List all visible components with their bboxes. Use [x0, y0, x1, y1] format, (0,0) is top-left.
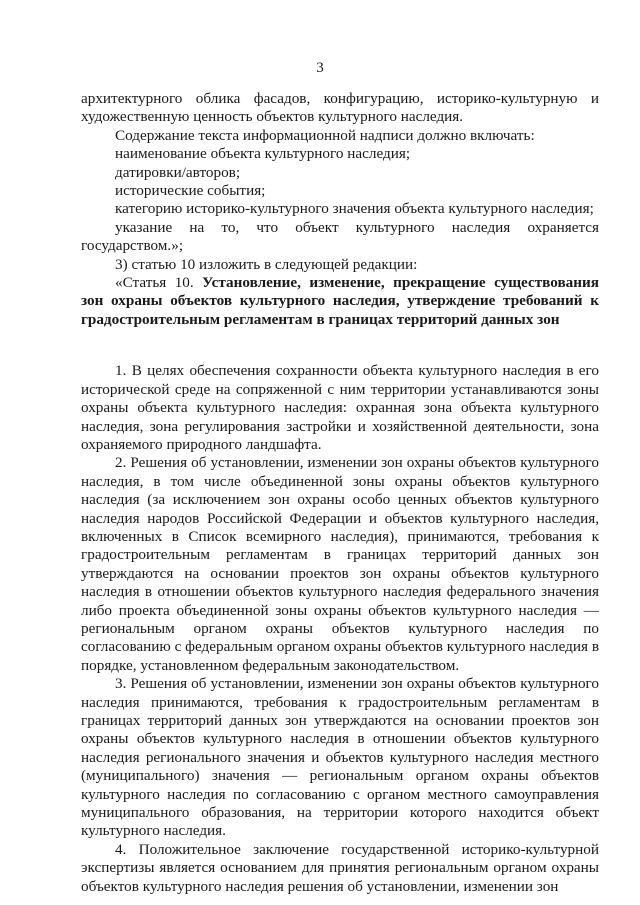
intro-paragraph: архитектурного облика фасадов, конфигурацию, историко-культурную и художественную ценность объектов культурного наследия. — [81, 90, 599, 126]
spacer — [81, 329, 599, 362]
list-item: наименование объекта культурного наследия; — [115, 145, 411, 163]
list-item: исторические события; — [115, 182, 266, 200]
paragraph-1: 1. В целях обеспечения сохранности объекта культурного наследия в его исторической среде на сопряженной с ним территории устанавливаются зоны охраны объекта культурного наследия: охранная зона объекта культурного наследия, зона регулирования застройки и хозяйственной деятельности, зона охраняемого природного ландшафта. — [81, 362, 599, 453]
article-prefix: «Статья 10. — [115, 274, 203, 292]
paragraph-2: 2. Решения об установлении, изменении зон охраны объектов культурного наследия, в том числе объединенной зоны охраны объектов культурного наследия (за исключением зон охраны особо ценных объектов культурного наследия народов Российской Федерации и объектов культурного наследия, включенных в Список всемирного наследия), принимаются, требования к градостроительным регламентам в границах территорий данных зон утверждаются на основании проектов зон охраны объектов культурного наследия в отношении объектов культурного наследия федерального значения либо проекта объединенной зоны охраны объектов культурного наследия — региональным органом охраны объектов культурного наследия по согласованию с федеральным органом охраны объектов культурного наследия в порядке, установленном федеральным законодательством. — [81, 454, 599, 674]
article-heading — [81, 274, 599, 329]
content-heading: Содержание текста информационной надписи должно включать: — [115, 126, 535, 144]
article-title: Установление, изменение, прекращение существования зон охраны объектов культурного наследия, утверждение требований к градостроительным регламентам в границах территорий данных зон — [81, 274, 599, 328]
list-item: датировки/авторов; — [115, 163, 241, 181]
paragraph-4: 4. Положительное заключение государственной историко-культурной экспертизы является основанием для принятия региональным органом охраны объектов культурного наследия решения об установлении, изменении зон — [81, 840, 599, 895]
list-item: указание на то, что объект культурного наследия охраняется государством.»; — [81, 218, 599, 255]
paragraph-3: 3. Решения об установлении, изменении зон охраны объектов культурного наследия принимаются, требования к градостроительным регламентам в границах территорий данных зон утверждаются на основании проектов зон охраны объектов культурного наследия в отношении объектов культурного наследия регионального значения и объектов культурного наследия местного (муниципального) значения — региональным органом охраны объектов культурного наследия по согласованию с органом местного самоуправления муниципального образования, на территории которого находится объект культурного наследия. — [81, 675, 599, 840]
amendment-line: 3) статью 10 изложить в следующей редакции: — [115, 255, 418, 273]
list-item: категорию историко-культурного значения объекта культурного наследия; — [115, 200, 594, 218]
page-number: 3 — [316, 60, 324, 76]
document-body — [81, 90, 599, 896]
